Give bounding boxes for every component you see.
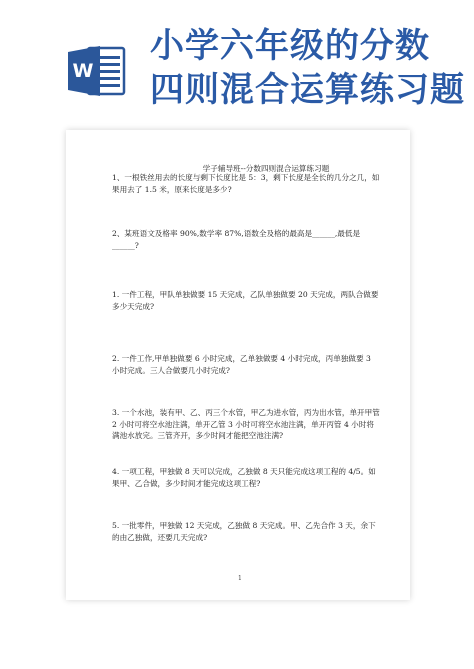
title-line-1: 小学六年级的分数	[150, 26, 430, 66]
title-line-2: 四则混合运算练习题	[150, 70, 465, 110]
question-6: 4. 一项工程，甲独做 8 天可以完成，乙独做 8 天只能完成这项工程的 4/5。如果甲、乙合做，多少时间才能完成这项工程?	[112, 467, 376, 488]
preview-banner	[0, 0, 474, 112]
word-icon	[68, 44, 126, 98]
page-number: 1	[238, 575, 242, 582]
question-7: 5. 一批零件，甲独做 12 天完成，乙独做 8 天完成。甲、乙先合作 3 天，余下的由乙独做，还要几天完成?	[112, 521, 376, 542]
question-2: 2、某班语文及格率 90%,数学率 87%,语数全及格的最高是______,最低是______?	[112, 229, 361, 250]
question-5: 3. 一个水池，装有甲、乙、丙三个水管，甲乙为进水管，丙为出水管，单开甲管 2 小时可将空水池注满，单开乙管 3 小时可将空水池注满，单开丙管 4 小时将满池水放完。三管齐开，多少时间才能把空池注满?	[112, 408, 380, 440]
question-3: 1. 一件工程，甲队单独做要 15 天完成，乙队单独做要 20 天完成，两队合做要多少天完成?	[112, 290, 379, 311]
document-title	[150, 24, 470, 112]
document-content	[112, 163, 380, 542]
svg-text:W: W	[72, 60, 94, 82]
document-heading: 学子辅导班--分数四则混合运算练习题	[202, 164, 330, 173]
question-1: 1、一根铁丝用去的长度与剩下长度比是 5：3，剩下长度是全长的几分之几，如果用去了 1.5 米，原来长度是多少?	[112, 173, 380, 194]
question-4: 2. 一件工作,甲单独做要 6 小时完成，乙单独做要 4 小时完成，丙单独做要 3 小时完成。三人合做要几小时完成?	[112, 354, 371, 375]
